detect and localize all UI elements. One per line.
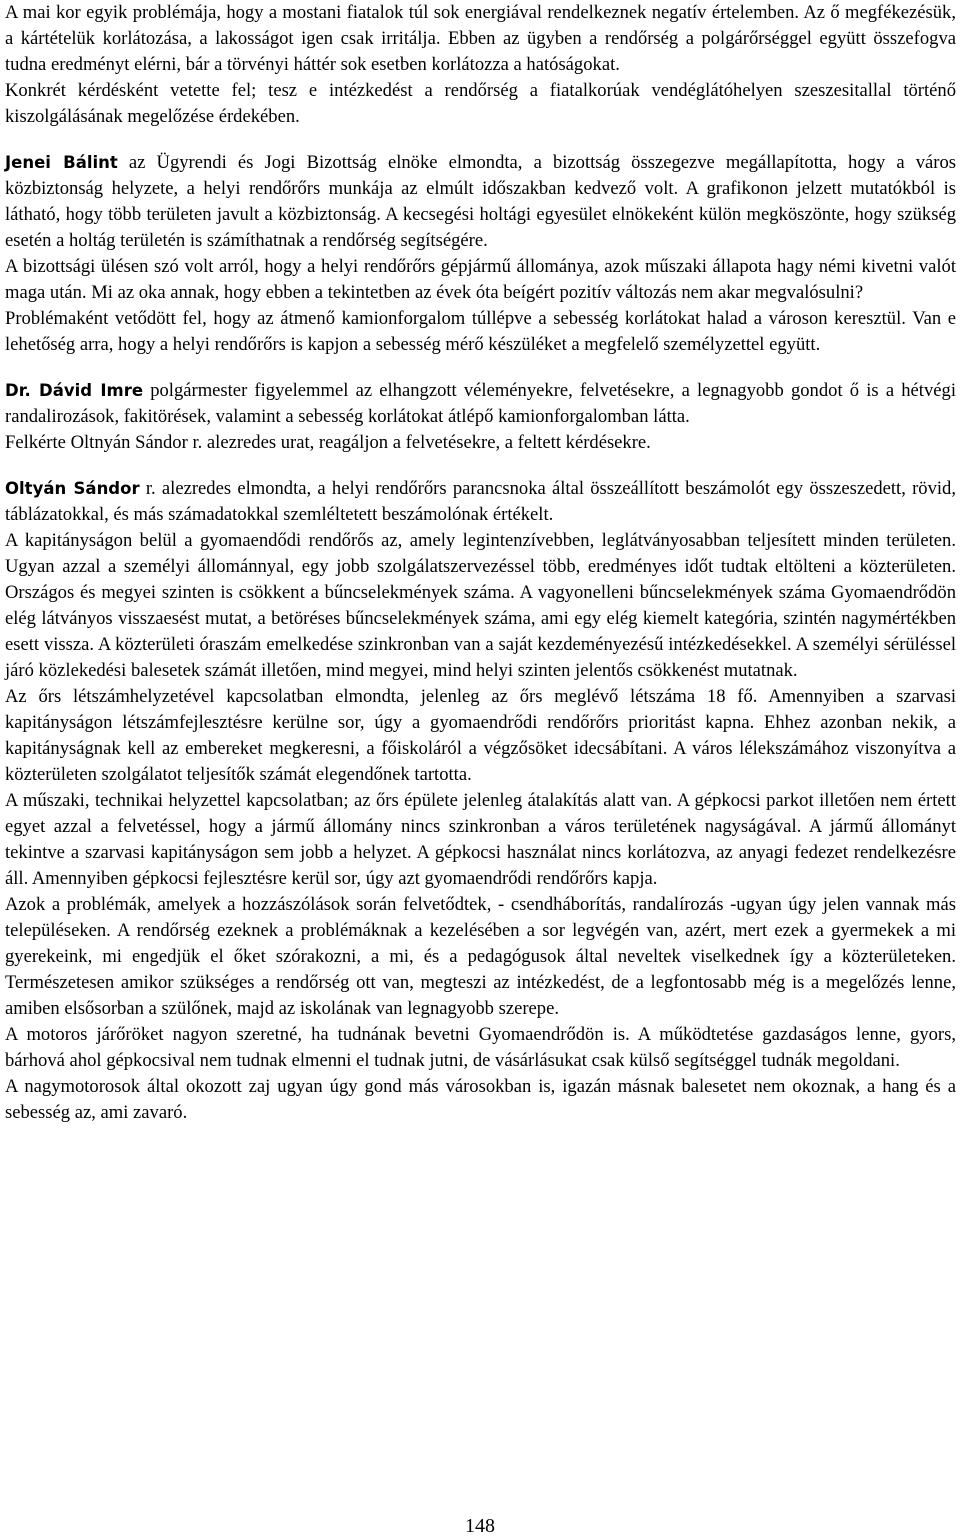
page-number: 148 bbox=[465, 1515, 495, 1537]
paragraph-oltyan-sandor-text: r. alezredes elmondta, a helyi rendőrőrs parancsnoka által összeállított beszámolót egy összeszedett, rövid, táblázatokkal, és más számadatokkal szemléltetett beszámolónak értékelt. bbox=[5, 478, 957, 525]
paragraph-alcohol-question: Konkrét kérdésként vetette fel; tesz e intézkedést a rendőrség a fiatalkorúak vendéglátóhelyen szeszesitallal történő kiszolgálásának megelőzése érdekében. bbox=[5, 80, 956, 127]
paragraph-request-response: Felkérte Oltnyán Sándor r. alezredes urat, reagáljon a felvetésekre, a feltett kérdésekre. bbox=[5, 432, 651, 453]
paragraph-truck-traffic: Problémaként vetődött fel, hogy az átmenő kamionforgalom túllépve a sebesség korlátokat halad a városon keresztül. Van e lehetőség arra, hogy a helyi rendőrőrs is kapjon a sebesség mérő készüléket a megfelelő személyzettel együtt. bbox=[5, 308, 956, 355]
speaker-name-oltyan-sandor: Oltyán Sándor bbox=[5, 479, 140, 498]
paragraph-jenei-balint bbox=[5, 150, 956, 254]
paragraph-david-imre-text: polgármester figyelemmel az elhangzott véleményekre, felvetésekre, a legnagyobb gondot ő is a hétvégi randalirozások, fakitörések, valamint a sebesség korlátokat átlépő kamionforgalomban látta. bbox=[5, 380, 956, 427]
paragraph-youth-problem: A mai kor egyik problémája, hogy a mostani fiatalok túl sok energiával rendelkeznek negatív értelemben. Az ő megfékezésük, a kártételük korlátozása, a lakosságot igen csak irritálja. Ebben az ügyben a rendőrség a polgárőrséggel együtt összefogva tudna eredményt elérni, bár a törvényi háttér sok esetben korlátozza a hatóságokat. bbox=[5, 2, 956, 75]
paragraph-technical-situation: A műszaki, technikai helyzettel kapcsolatban; az őrs épülete jelenleg átalakítás alatt van. A gépkocsi parkot illetően nem értett egyet azzal a felvetéssel, hogy a jármű állomány nincs szinkronban a város területének nagyságával. A jármű állományt tekintve a szarvasi kapitányságon sem jobb a helyzet. A gépkocsi használat nincs korlátozva, az anyagi fedezet rendelkezésre áll. Amennyiben gépkocsi fejlesztésre kerül sor, úgy azt gyomaendrődi rendőrőrs kapja. bbox=[5, 790, 956, 889]
paragraph-staffing: Az őrs létszámhelyzetével kapcsolatban elmondta, jelenleg az őrs meglévő létszáma 18 fő. Amennyiben a szarvasi kapitányságon létszámfejlesztésre kerülne sor, úgy a gyomaendrődi rendőrőrs prioritást kapna. Ehhez azonban nekik, a kapitányságnak kell az embereket megkeresni, a főiskoláról a végzősöket idecsábítani. A város lélekszámához viszonyítva a közterületen szolgálatot teljesítők számát elegendőnek tartotta. bbox=[5, 686, 956, 785]
paragraph-spacer bbox=[5, 456, 956, 476]
speaker-name-jenei-balint: Jenei Bálint bbox=[5, 153, 118, 172]
paragraph-vehicle-fleet: A bizottsági ülésen szó volt arról, hogy a helyi rendőrőrs gépjármű állománya, azok műszaki állapota hagy némi kivetni valót maga után. Mi az oka annak, hogy ebben a tekintetben az évek óta beígért pozitív változás nem akar megvalósulni? bbox=[5, 256, 956, 303]
paragraph-motorcycle-noise: A nagymotorosok által okozott zaj ugyan úgy gond más városokban is, igazán másnak balesetet nem okoznak, a hang és a sebesség az, ami zavaró. bbox=[5, 1076, 956, 1123]
document-page bbox=[5, 0, 956, 1126]
paragraph-oltyan-sandor bbox=[5, 476, 956, 528]
paragraph-david-imre bbox=[5, 378, 956, 430]
speaker-name-david-imre: Dávid Imre bbox=[39, 381, 144, 400]
paragraph-jenei-balint-text: az Ügyrendi és Jogi Bizottság elnöke elmondta, a bizottság összegezve megállapította, hogy a város közbiztonság helyzete, a helyi rendőrőrs munkája az elmúlt időszakban kedvező volt. A grafikonon jelzett mutatókból is látható, hogy több területen javult a közbiztonság. A kecsegési holtági egyesület elnökeként külön megköszönte, hogy szükség esetén a holtág területén is számíthatnak a rendőrség segítségére. bbox=[5, 152, 956, 251]
paragraph-spacer bbox=[5, 130, 956, 150]
paragraph-youth-disturbance: Azok a problémák, amelyek a hozzászólások során felvetődtek, - csendháborítás, randalírozás -ugyan úgy jelen vannak más településeken. A rendőrség ezeknek a problémáknak a kezelésében a sor legvégén van, azért, mert ezek a gyermekek a mi gyerekeink, mi engedjük el őket szórakozni, a mi, és a pedagógusok által neveltek viselkednek így a közterületeken. Természetesen amikor szükséges a rendőrség ott van, megteszi az intézkedést, de a legfontosabb még is a megelőzés lenne, amiben elsősorban a szülőnek, majd az iskolának van legnagyobb szerepe. bbox=[5, 894, 956, 1019]
paragraph-motorcycle-patrol: A motoros járőröket nagyon szeretné, ha tudnának bevetni Gyomaendrődön is. A működtetése gazdaságos lenne, gyors, bárhová ahol gépkocsival nem tudnak elmenni el tudnak jutni, de vásárlásukat csak külső segítséggel tudnák megoldani. bbox=[5, 1024, 956, 1071]
paragraph-spacer bbox=[5, 358, 956, 378]
paragraph-station-performance: A kapitányságon belül a gyomaendődi rendőrős az, amely legintenzívebben, leglátványosabban teljesített minden területen. Ugyan azzal a személyi állománnyal, egy jobb szolgálatszervezéssel több, eredményes időt tudtak eltölteni a közterületen. Országos és megyei szinten is csökkent a bűncselekmények száma. A vagyonelleni bűncselekmények száma Gyomaendrődön elég látványos visszaesést mutat, a betöréses bűncselekmények száma, ami egy elég kiemelt kategória, szintén nagymértékben esett vissza. A közterületi óraszám emelkedése szinkronban van a saját kezdeményezésű intézkedésekkel. A személyi sérüléssel járó közlekedési balesetek számát illetően, mind megyei, mind helyi szinten jelentős csökkenést mutatnak. bbox=[5, 530, 956, 681]
speaker-title-dr: Dr. bbox=[5, 381, 40, 400]
